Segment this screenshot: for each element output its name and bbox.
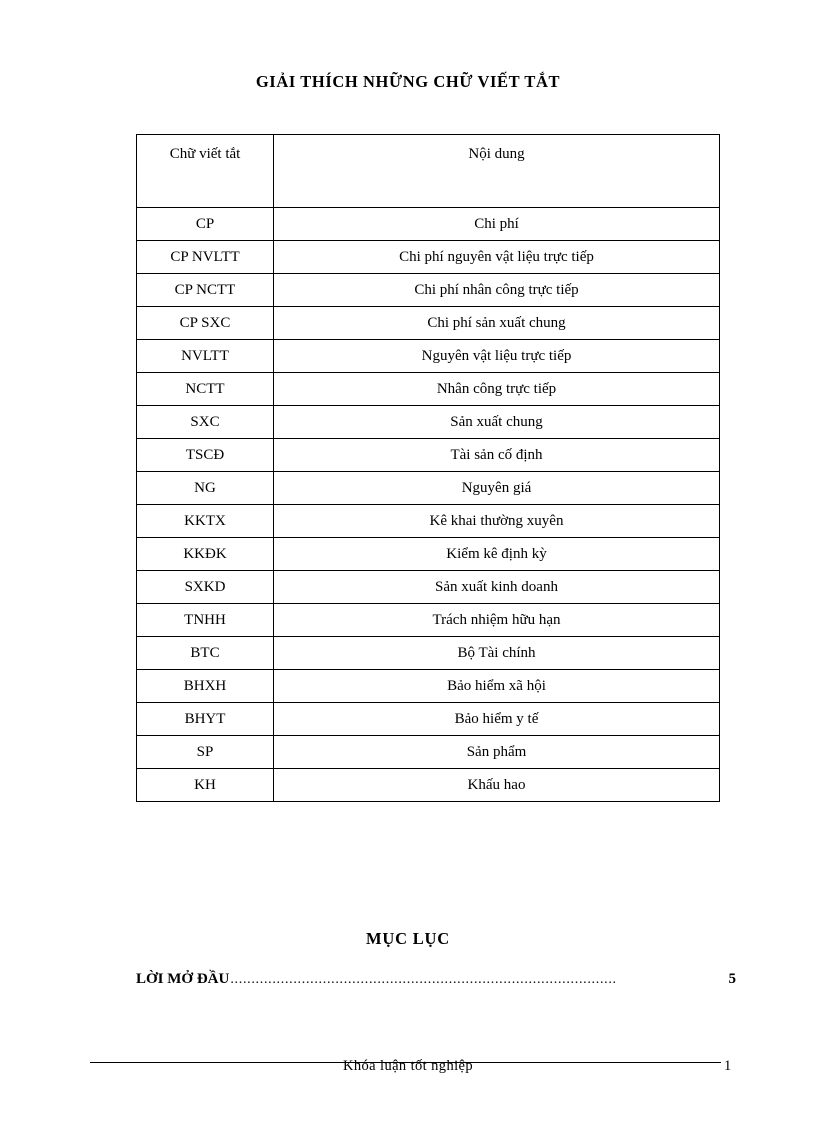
table-row <box>137 439 720 472</box>
abbr-cell: BTC <box>137 637 274 670</box>
meaning-cell: Chi phí nhân công trực tiếp <box>274 274 720 307</box>
meaning-cell: Bảo hiểm xã hội <box>274 670 720 703</box>
abbr-cell: KH <box>137 769 274 802</box>
table-header-row <box>137 135 720 208</box>
table-row <box>137 274 720 307</box>
table-row <box>137 670 720 703</box>
abbreviations-table <box>136 134 720 802</box>
toc-entry-label: LỜI MỞ ĐẦU <box>136 971 230 987</box>
table-row <box>137 769 720 802</box>
abbr-cell: NCTT <box>137 373 274 406</box>
meaning-cell: Bộ Tài chính <box>274 637 720 670</box>
abbr-cell: SP <box>137 736 274 769</box>
toc-entry <box>136 971 736 988</box>
footer-text: Khóa luận tốt nghiệp <box>342 1058 474 1074</box>
meaning-cell: Nhân công trực tiếp <box>274 373 720 406</box>
meaning-cell: Khấu hao <box>274 769 720 802</box>
meaning-cell: Kê khai thường xuyên <box>274 505 720 538</box>
abbr-cell: SXKD <box>137 571 274 604</box>
meaning-cell: Chi phí <box>274 208 720 241</box>
abbr-cell: CP SXC <box>137 307 274 340</box>
footer-page-number: 1 <box>724 1058 732 1074</box>
table-row <box>137 307 720 340</box>
meaning-cell: Tài sản cố định <box>274 439 720 472</box>
abbr-cell: CP NCTT <box>137 274 274 307</box>
meaning-cell: Bảo hiểm y tế <box>274 703 720 736</box>
table-row <box>137 604 720 637</box>
toc-leader-dots: ............................................................................................ <box>230 972 617 987</box>
toc-title: MỤC LỤC <box>366 929 450 948</box>
abbr-cell: TNHH <box>137 604 274 637</box>
table-row <box>137 472 720 505</box>
meaning-cell: Chi phí nguyên vật liệu trực tiếp <box>274 241 720 274</box>
abbr-cell: NG <box>137 472 274 505</box>
table-row <box>137 406 720 439</box>
abbr-cell: TSCĐ <box>137 439 274 472</box>
table-header-cell: Nội dung <box>274 135 720 208</box>
abbr-cell: SXC <box>137 406 274 439</box>
abbr-cell: CP NVLTT <box>137 241 274 274</box>
table-row <box>137 538 720 571</box>
abbr-cell: BHYT <box>137 703 274 736</box>
table-header-cell: Chữ viết tắt <box>137 135 274 208</box>
meaning-cell: Sản xuất chung <box>274 406 720 439</box>
meaning-cell: Nguyên giá <box>274 472 720 505</box>
abbr-cell: CP <box>137 208 274 241</box>
table-row <box>137 637 720 670</box>
table-row <box>137 736 720 769</box>
toc-entry-page: 5 <box>728 971 736 987</box>
table-row <box>137 505 720 538</box>
meaning-cell: Sản phẩm <box>274 736 720 769</box>
meaning-cell: Trách nhiệm hữu hạn <box>274 604 720 637</box>
abbr-cell: BHXH <box>137 670 274 703</box>
table-row <box>137 208 720 241</box>
page-title: GIẢI THÍCH NHỮNG CHỮ VIẾT TẮT <box>255 72 561 91</box>
table-row <box>137 703 720 736</box>
abbr-cell: NVLTT <box>137 340 274 373</box>
meaning-cell: Kiểm kê định kỳ <box>274 538 720 571</box>
table-row <box>137 571 720 604</box>
table-row <box>137 373 720 406</box>
table-row <box>137 241 720 274</box>
meaning-cell: Nguyên vật liệu trực tiếp <box>274 340 720 373</box>
meaning-cell: Chi phí sản xuất chung <box>274 307 720 340</box>
abbr-cell: KKĐK <box>137 538 274 571</box>
abbr-cell: KKTX <box>137 505 274 538</box>
meaning-cell: Sản xuất kinh doanh <box>274 571 720 604</box>
table-row <box>137 340 720 373</box>
